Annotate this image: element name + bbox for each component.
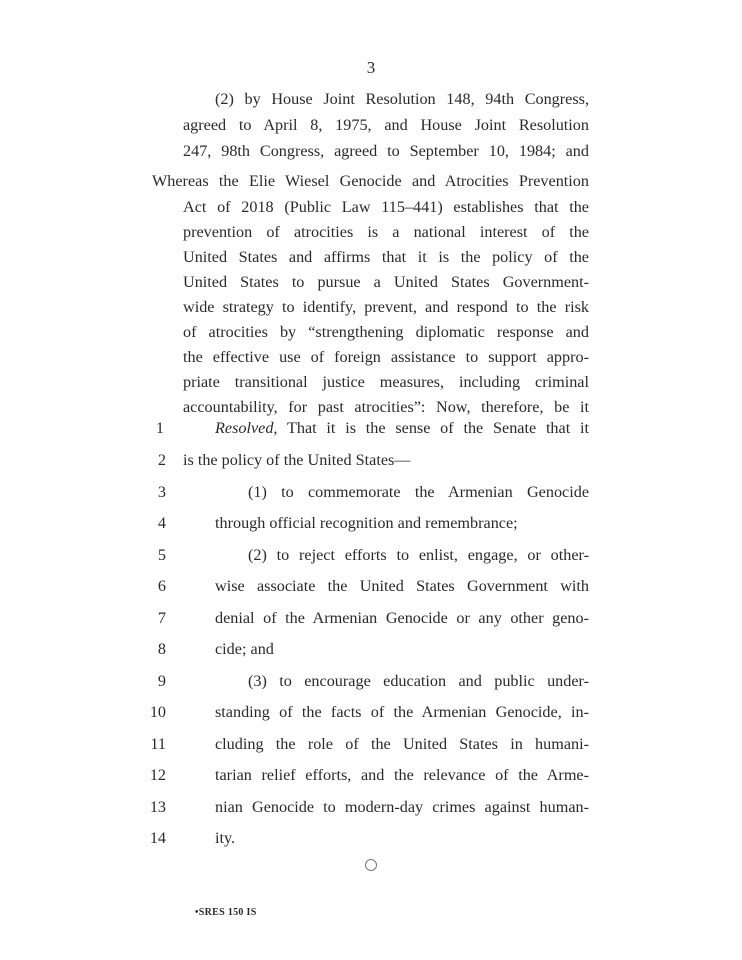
whereas-line: Act of 2018 (Public Law 115–441) establishes that the bbox=[183, 198, 589, 216]
line-number: 13 bbox=[149, 798, 166, 816]
resolution-line bbox=[215, 418, 589, 438]
whereas-line: of atrocities by “strengthening diplomatic response and bbox=[183, 323, 589, 341]
resolution-line: cide; and bbox=[215, 640, 274, 658]
line-number: 1 bbox=[155, 419, 164, 437]
footer-bill-id: •SRES 150 IS bbox=[195, 907, 257, 918]
line-number: 6 bbox=[157, 577, 166, 595]
line-number: 10 bbox=[149, 703, 166, 721]
resolution-line: denial of the Armenian Genocide or any other geno- bbox=[215, 609, 589, 627]
resolution-line: (1) to commemorate the Armenian Genocide bbox=[248, 483, 589, 501]
preamble-clause-line: (2) by House Joint Resolution 148, 94th Congress, bbox=[215, 90, 589, 108]
whereas-line: United States to pursue a United States Government- bbox=[183, 273, 589, 291]
line-number: 3 bbox=[157, 483, 166, 501]
resolution-line: cluding the role of the United States in humani- bbox=[215, 735, 589, 753]
resolved-word: Resolved, bbox=[215, 419, 278, 437]
resolution-line: is the policy of the United States— bbox=[183, 451, 411, 469]
line-number: 5 bbox=[157, 546, 166, 564]
resolution-line: (3) to encourage education and public under- bbox=[248, 672, 589, 690]
resolution-line: wise associate the United States Government with bbox=[215, 577, 589, 595]
line-number: 2 bbox=[157, 451, 166, 469]
line-number: 9 bbox=[157, 672, 166, 690]
whereas-line: Whereas the Elie Wiesel Genocide and Atrocities Prevention bbox=[152, 172, 589, 190]
end-of-document-circle-icon bbox=[365, 859, 377, 871]
whereas-line: United States and affirms that it is the policy of the bbox=[183, 248, 589, 266]
line-number: 11 bbox=[150, 735, 166, 753]
preamble-clause-line: 247, 98th Congress, agreed to September 10, 1984; and bbox=[183, 142, 589, 160]
resolution-line: (2) to reject efforts to enlist, engage, or other- bbox=[248, 546, 589, 564]
resolution-line-text: That it is the sense of the Senate that it bbox=[277, 419, 589, 437]
whereas-line: accountability, for past atrocities”: Now, therefore, be it bbox=[183, 398, 589, 416]
line-number: 7 bbox=[157, 609, 166, 627]
whereas-line: priate transitional justice measures, including criminal bbox=[183, 373, 589, 391]
line-number: 8 bbox=[157, 640, 166, 658]
line-number: 14 bbox=[149, 829, 166, 847]
line-number: 4 bbox=[157, 514, 166, 532]
line-number: 12 bbox=[149, 766, 166, 784]
resolution-line: ity. bbox=[215, 829, 236, 847]
resolution-line: tarian relief efforts, and the relevance of the Arme- bbox=[215, 766, 589, 784]
preamble-clause-line: agreed to April 8, 1975, and House Joint Resolution bbox=[183, 116, 589, 134]
resolution-line: through official recognition and remembrance; bbox=[215, 514, 518, 532]
whereas-line: wide strategy to identify, prevent, and respond to the risk bbox=[183, 298, 589, 316]
page-number: 3 bbox=[366, 58, 376, 77]
whereas-line: prevention of atrocities is a national interest of the bbox=[183, 223, 589, 241]
whereas-line: the effective use of foreign assistance to support appro- bbox=[183, 348, 589, 366]
resolution-line: standing of the facts of the Armenian Genocide, in- bbox=[215, 703, 589, 721]
resolution-line: nian Genocide to modern-day crimes against human- bbox=[215, 798, 589, 816]
